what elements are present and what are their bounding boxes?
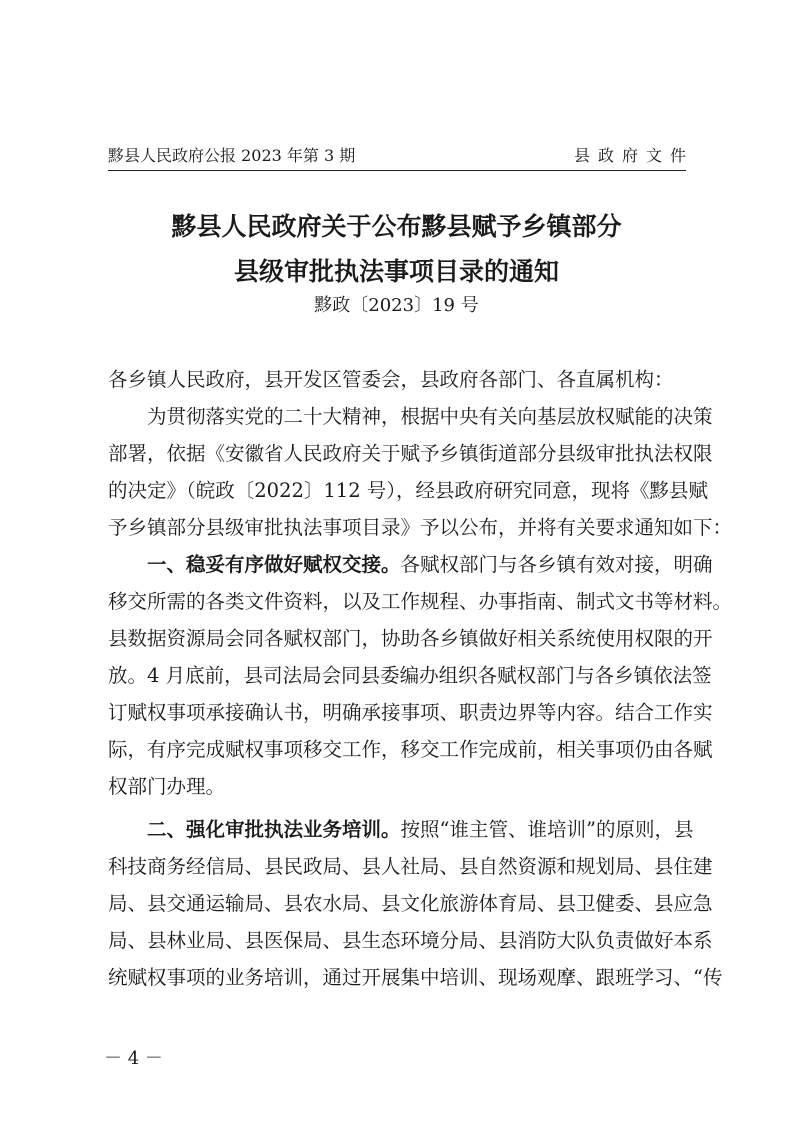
section2-line: 局、县交通运输局、县农水局、县文化旅游体育局、县卫健委、县应急: [108, 892, 713, 915]
intro-line: 的决定》（皖政〔2022〕112 号），经县政府研究同意，现将《黟县赋: [108, 479, 709, 502]
section1-first-line-text: 各赋权部门与各乡镇有效对接，明确: [400, 553, 713, 576]
salutation: 各乡镇人民政府，县开发区管委会，县政府各部门、各直属机构：: [108, 368, 674, 391]
section1-first-line: [147, 551, 713, 579]
intro-line: 部署，依据《安徽省人民政府关于赋予乡镇街道部分县级审批执法权限: [108, 442, 713, 465]
section1-line: 移交所需的各类文件资料，以及工作规程、办事指南、制式文书等材料。: [108, 590, 733, 613]
bulletin-issue-label: 黟县人民政府公报 2023 年第 3 期: [108, 146, 356, 165]
section2-heading: 二、强化审批执法业务培训。: [147, 818, 401, 841]
section2-line: 局、县林业局、县医保局、县生态环境分局、县消防大队负责做好本系: [108, 929, 713, 952]
section2-first-line: [147, 816, 694, 844]
section1-line: 订赋权事项承接确认书，明确承接事项、职责边界等内容。结合工作实: [108, 701, 713, 724]
intro-line: 为贯彻落实党的二十大精神，根据中央有关向基层放权赋能的决策: [147, 405, 713, 428]
section1-line: 权部门办理。: [108, 775, 226, 798]
section2-line: 统赋权事项的业务培训，通过开展集中培训、现场观摩、跟班学习、“传: [108, 966, 723, 989]
page-header: [108, 137, 694, 171]
document-title-line-2: 县级审批执法事项目录的通知: [233, 257, 559, 286]
section1-line: 放。4 月底前，县司法局会同县委编办组织各赋权部门与各乡镇依法签: [108, 664, 712, 687]
document-title-line-1: 黟县人民政府关于公布黟县赋予乡镇部分: [171, 212, 622, 241]
document-number: 黟政〔2023〕19 号: [314, 295, 479, 316]
page-number: － 4 －: [104, 1048, 163, 1069]
intro-line: 予乡镇部分县级审批执法事项目录》予以公布，并将有关要求通知如下：: [108, 516, 733, 539]
section2-line: 科技商务经信局、县民政局、县人社局、县自然资源和规划局、县住建: [108, 855, 713, 878]
document-category-label: 县政府文件: [573, 146, 694, 165]
section2-first-line-text: 按照“谁主管、谁培训”的原则，县: [400, 818, 694, 841]
section1-line: 县数据资源局会同各赋权部门，协助各乡镇做好相关系统使用权限的开: [108, 627, 713, 650]
section1-heading: 一、稳妥有序做好赋权交接。: [147, 553, 401, 576]
section1-line: 际，有序完成赋权事项移交工作，移交工作完成前，相关事项仍由各赋: [108, 738, 713, 761]
